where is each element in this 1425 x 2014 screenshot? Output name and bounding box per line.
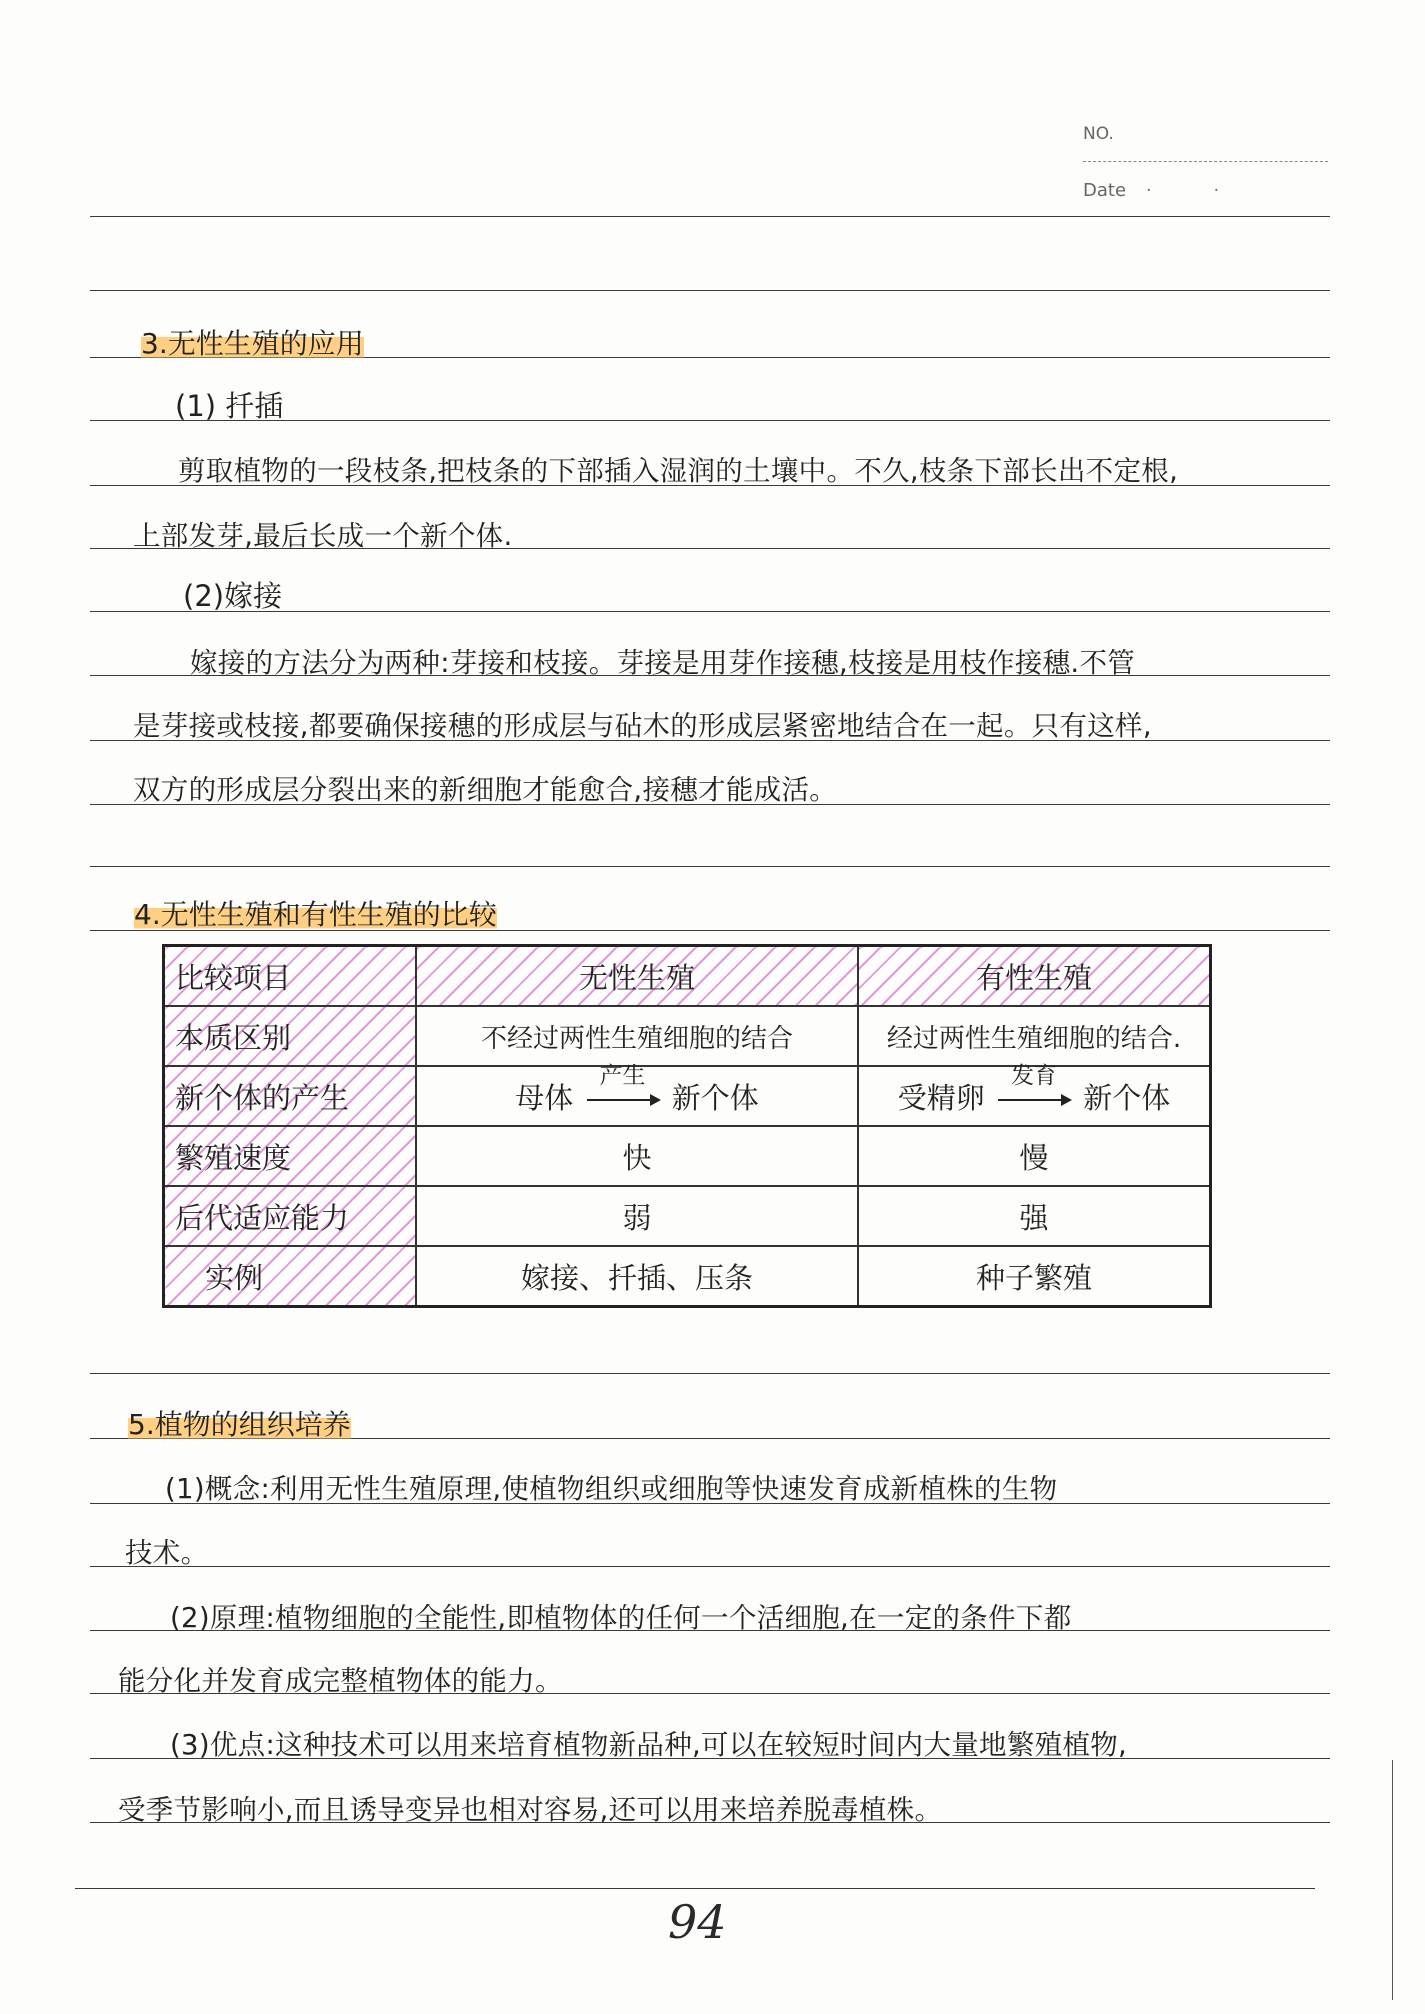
table-row-label: 本质区别 xyxy=(164,1006,417,1066)
table-cell xyxy=(858,1062,1211,1126)
header-date-label: Date · · xyxy=(1083,180,1248,201)
page-edge-mark xyxy=(1392,1760,1393,2000)
table-cell: 强 xyxy=(858,1186,1211,1246)
section5-para2-line2: 能分化并发育成完整植物体的能力。 xyxy=(118,1665,563,1697)
table-cell: 弱 xyxy=(416,1186,858,1246)
section3-heading: 3.无性生殖的应用 xyxy=(141,327,364,360)
ruled-line xyxy=(90,290,1330,291)
ruled-line xyxy=(90,866,1330,867)
section5-para3-line1: (3)优点:这种技术可以用来培育植物新品种,可以在较短时间内大量地繁殖植物, xyxy=(170,1729,1128,1761)
section4-heading: 4.无性生殖和有性生殖的比较 xyxy=(134,898,497,931)
comparison-table xyxy=(162,944,1212,1308)
section3-para1-line2: 上部发芽,最后长成一个新个体. xyxy=(133,520,513,552)
table-row xyxy=(164,1246,1211,1307)
process-from: 受精卵 xyxy=(897,1080,985,1115)
table-cell xyxy=(416,1062,858,1126)
table-row-label: 繁殖速度 xyxy=(164,1126,417,1186)
section5-para1-line2: 技术。 xyxy=(125,1537,209,1569)
table-row-label: 新个体的产生 xyxy=(164,1066,417,1126)
arrow-label: 发育 xyxy=(1011,1062,1057,1089)
process-to: 新个体 xyxy=(671,1080,759,1115)
table-header-cell: 有性生殖 xyxy=(858,946,1211,1007)
table-header-row xyxy=(164,946,1211,1007)
table-cell: 经过两性生殖细胞的结合. xyxy=(858,1006,1211,1066)
ruled-line xyxy=(90,1566,1330,1567)
table-row xyxy=(164,1066,1211,1126)
process-to: 新个体 xyxy=(1083,1080,1171,1115)
arrow-icon xyxy=(587,1062,659,1115)
table-cell: 不经过两性生殖细胞的结合 xyxy=(416,1006,858,1066)
section3-sub-grafting: (2)嫁接 xyxy=(183,579,283,613)
table-row-label: 后代适应能力 xyxy=(164,1186,417,1246)
section5-para3-line2: 受季节影响小,而且诱导变异也相对容易,还可以用来培养脱毒植株。 xyxy=(118,1794,943,1826)
section3-sub-cutting: (1) 扦插 xyxy=(175,389,284,423)
table-cell: 快 xyxy=(416,1126,858,1186)
section5-para1-line1: (1)概念:利用无性生殖原理,使植物组织或细胞等快速发育成新植株的生物 xyxy=(165,1473,1058,1505)
table-cell: 嫁接、扦插、压条 xyxy=(416,1246,858,1307)
table-row-label: 实例 xyxy=(164,1246,417,1307)
section3-para2-line1: 嫁接的方法分为两种:芽接和枝接。芽接是用芽作接穗,枝接是用枝作接穗.不管 xyxy=(190,647,1136,679)
section5-para2-line1: (2)原理:植物细胞的全能性,即植物体的任何一个活细胞,在一定的条件下都 xyxy=(170,1602,1072,1634)
arrow-label: 产生 xyxy=(599,1062,646,1089)
header-date-dots: · · xyxy=(1146,180,1248,201)
table-row xyxy=(164,1186,1211,1246)
arrow-icon xyxy=(998,1062,1070,1115)
section3-para2-line2: 是芽接或枝接,都要确保接穗的形成层与砧木的形成层紧密地结合在一起。只有这样, xyxy=(133,710,1152,742)
ruled-line xyxy=(75,1888,1315,1889)
section5-heading: 5.植物的组织培养 xyxy=(128,1408,351,1441)
ruled-line xyxy=(90,216,1330,217)
table-header-cell: 无性生殖 xyxy=(416,946,858,1007)
header-divider xyxy=(1083,161,1328,162)
table-cell: 慢 xyxy=(858,1126,1211,1186)
table-header-cell: 比较项目 xyxy=(164,946,417,1007)
process-from: 母体 xyxy=(515,1080,574,1115)
section3-para1-line1: 剪取植物的一段枝条,把枝条的下部插入湿润的土壤中。不久,枝条下部长出不定根, xyxy=(178,455,1179,487)
page-number: 94 xyxy=(668,1895,727,1949)
table-row xyxy=(164,1126,1211,1186)
header-no-label: NO. xyxy=(1083,124,1114,144)
section3-para2-line3: 双方的形成层分裂出来的新细胞才能愈合,接穗才能成活。 xyxy=(133,774,838,806)
ruled-line xyxy=(90,1373,1330,1374)
table-cell: 种子繁殖 xyxy=(858,1246,1211,1307)
